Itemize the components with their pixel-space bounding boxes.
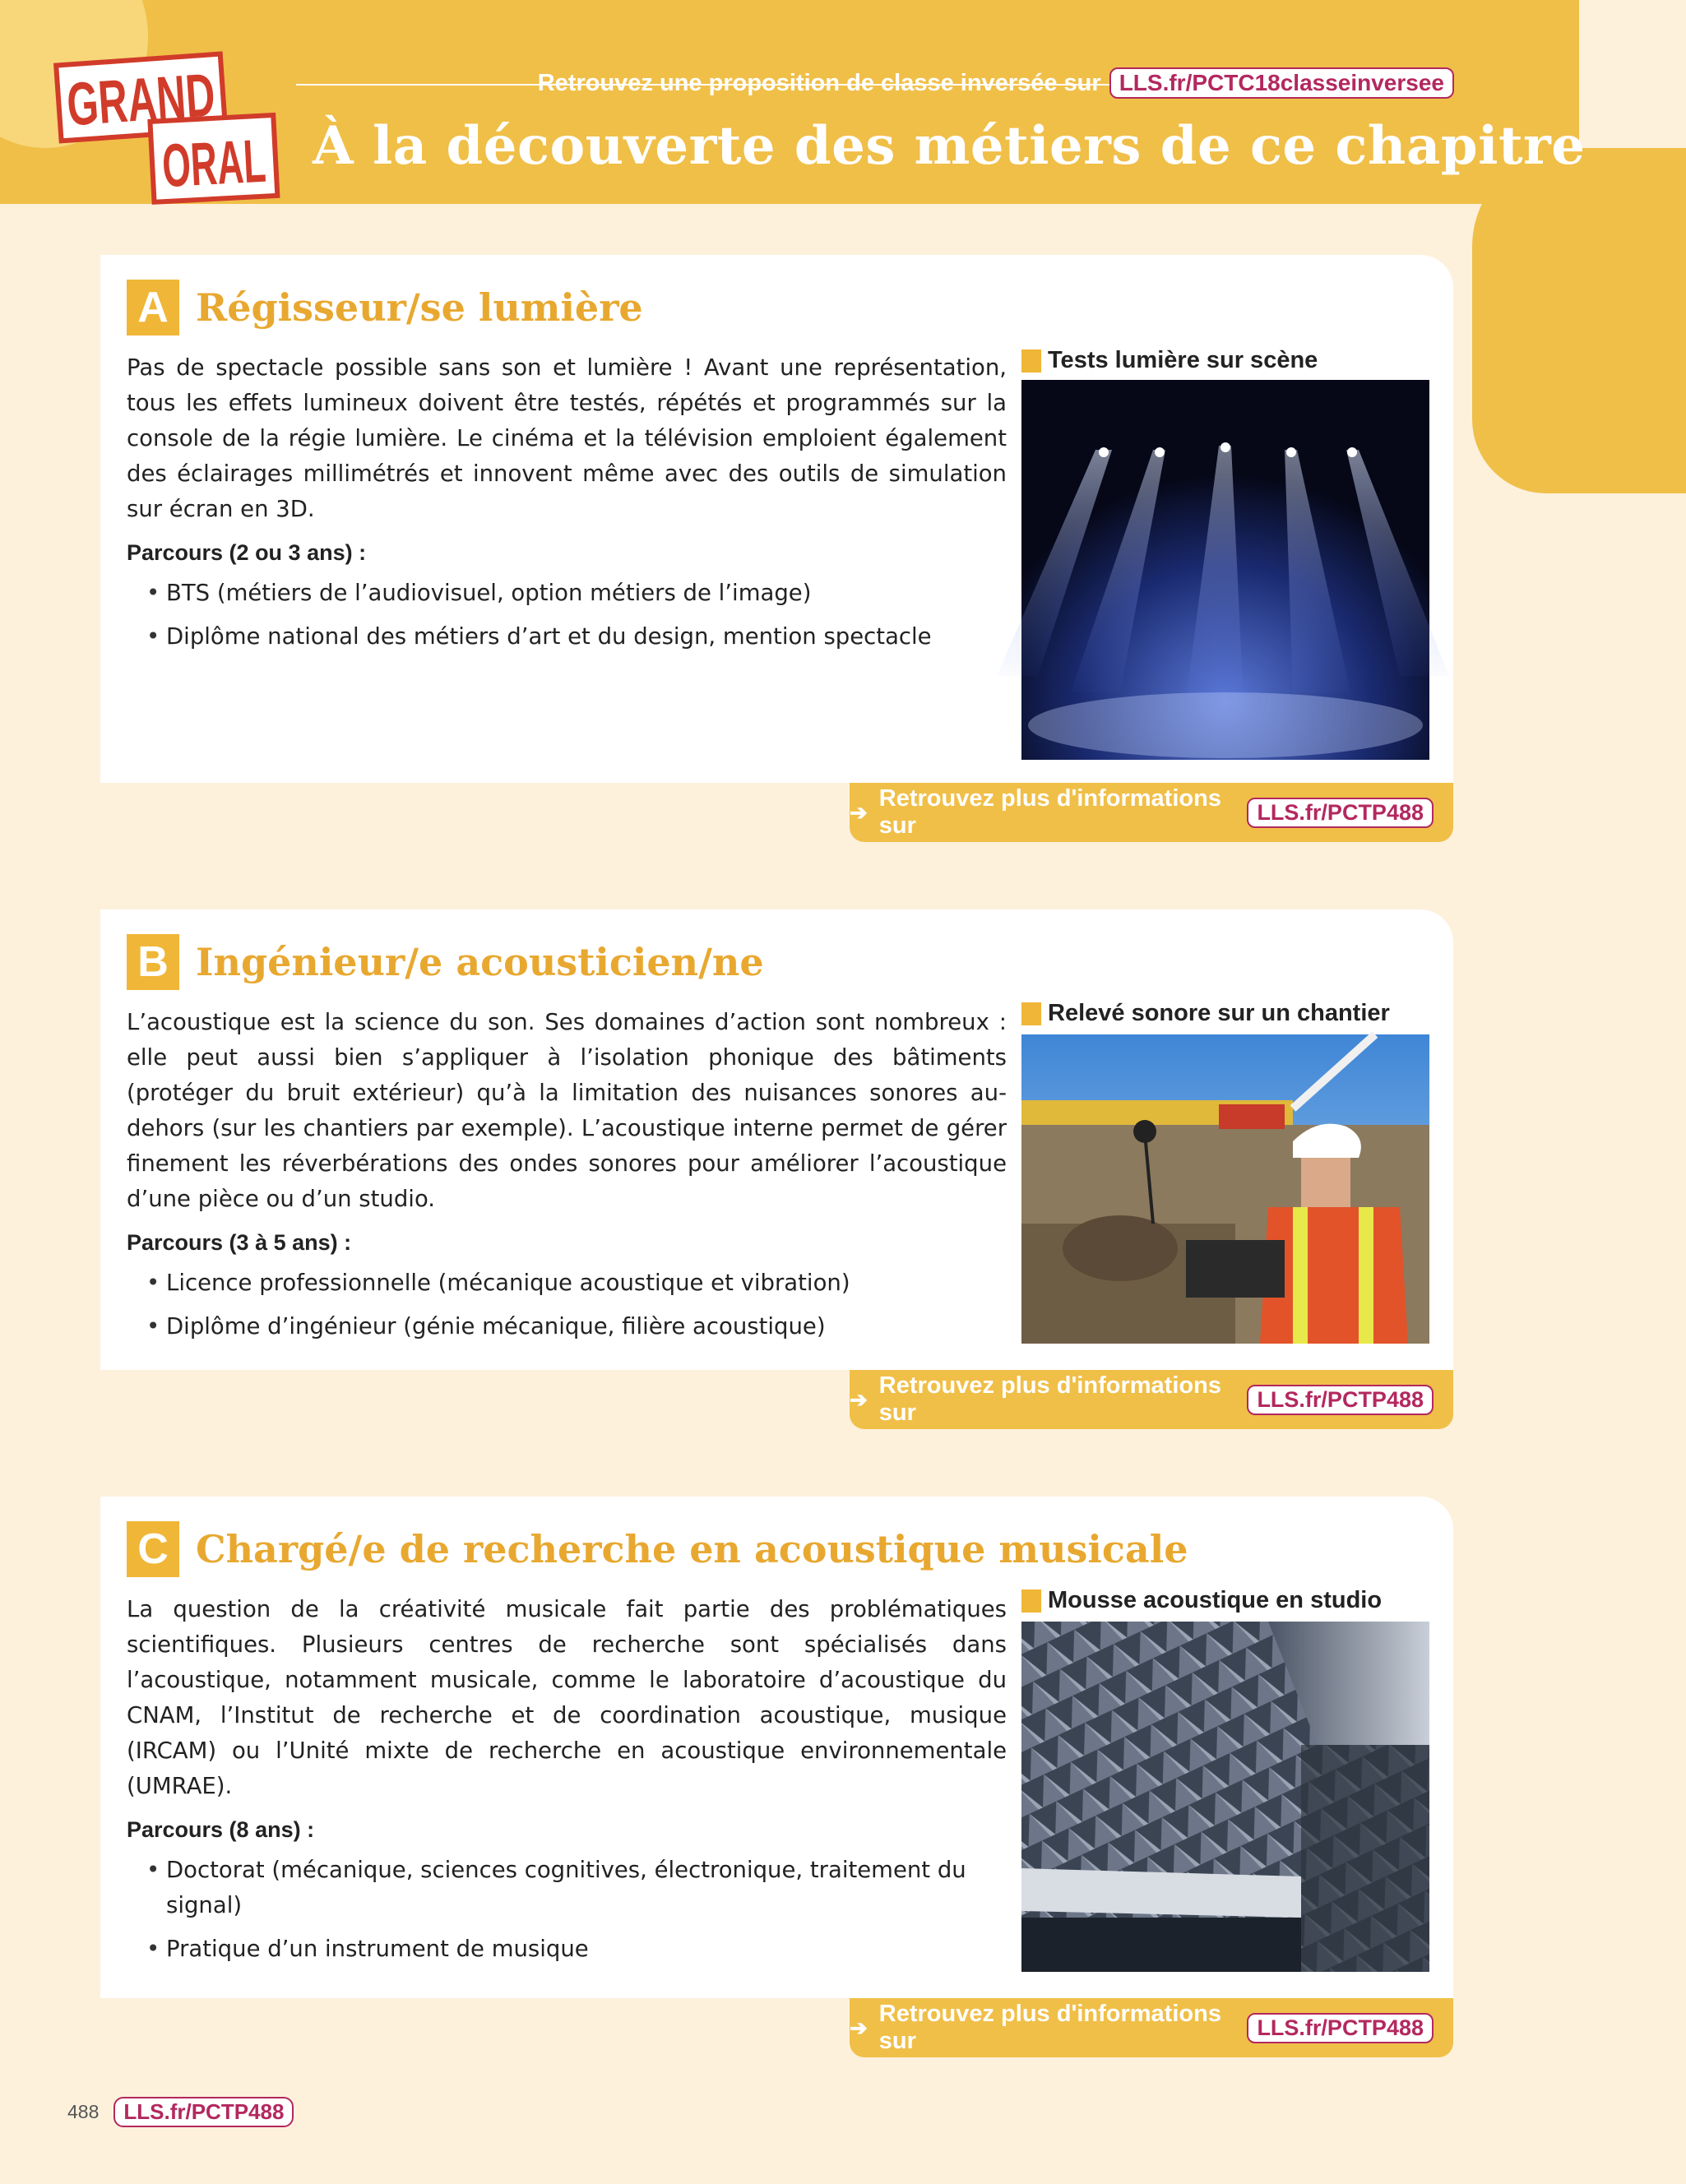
header-note-text: Retrouvez une proposition de classe inversée sur bbox=[537, 69, 1101, 96]
card-body bbox=[127, 350, 1007, 663]
photo-caption-text: Relevé sonore sur un chantier bbox=[1048, 1000, 1390, 1026]
career-card-b bbox=[100, 909, 1453, 1370]
photo-caption bbox=[1021, 347, 1433, 374]
acoustic-foam-illustration bbox=[1021, 1622, 1429, 1972]
card-title: Régisseur/se lumière bbox=[196, 285, 643, 330]
grand-oral-badge-graphic bbox=[56, 53, 336, 207]
caption-marker-icon bbox=[1021, 1589, 1041, 1613]
more-info-link[interactable]: LLS.fr/PCTP488 bbox=[1247, 798, 1434, 828]
header-note-link[interactable]: LLS.fr/PCTC18classeinversee bbox=[1109, 67, 1454, 99]
badge-line-grand: GRAND bbox=[64, 54, 293, 139]
card-body bbox=[127, 1005, 1007, 1353]
photo-caption-text: Tests lumière sur scène bbox=[1048, 347, 1318, 373]
arrow-right-icon: ➔ bbox=[850, 1386, 868, 1412]
arrow-right-icon: ➔ bbox=[850, 799, 868, 825]
more-info-text: Retrouvez plus d'informations sur bbox=[878, 1372, 1221, 1426]
more-info-link[interactable]: LLS.fr/PCTP488 bbox=[1247, 1385, 1434, 1415]
card-letter-badge: C bbox=[127, 1521, 179, 1577]
stage-lights-illustration bbox=[1021, 380, 1429, 760]
more-info-text: Retrouvez plus d'informations sur bbox=[878, 2001, 1221, 2054]
card-description: La question de la créativité musicale fait partie des problématiques scientifiques. Plusieurs centres de recherche sont spécialisés dans l’acoustique, notamment musicale, comme le laboratoire d’acoustique du CNAM, l’Institut de recherche et de coordination acoustique, musique (IRCAM) ou l’Unité mixte de recherche en acoustique environnementale (UMRAE). bbox=[127, 1596, 1007, 1799]
card-description: L’acoustique est la science du son. Ses domaines d’action sont nombreux : elle peut aussi bien s’appliquer à l’isolation phonique des bâtiments (protéger du bruit extérieur) qu’à la limitation des nuisances sonores au-dehors (sur les chantiers par exemple). L’acoustique interne permet de gérer finement les réverbérations des ondes sonores pour améliorer l’acoustique d’une pièce ou d’un studio. bbox=[127, 1009, 1007, 1212]
decorative-blob bbox=[1472, 148, 1686, 493]
card-parcours-label: Parcours (2 ou 3 ans) : bbox=[127, 540, 367, 565]
card-title: Chargé/e de recherche en acoustique musicale bbox=[196, 1527, 1188, 1571]
card-body bbox=[127, 1592, 1007, 1975]
construction-site-illustration bbox=[1021, 1034, 1429, 1344]
list-item: • Pratique d’un instrument de musique bbox=[166, 1932, 1007, 1967]
more-info-bar-a bbox=[850, 783, 1453, 842]
arrow-right-icon: ➔ bbox=[850, 2015, 868, 2040]
stage-lights-photo bbox=[1021, 380, 1429, 760]
acoustic-foam-photo bbox=[1021, 1622, 1429, 1972]
footer-link[interactable]: LLS.fr/PCTP488 bbox=[113, 2097, 294, 2127]
grand-oral-logo bbox=[56, 53, 336, 207]
more-info-text: Retrouvez plus d'informations sur bbox=[878, 785, 1221, 839]
card-parcours-list bbox=[127, 1266, 1007, 1344]
more-info-link[interactable]: LLS.fr/PCTP488 bbox=[1247, 2013, 1434, 2043]
card-parcours-list bbox=[127, 1853, 1007, 1967]
card-letter-badge: B bbox=[127, 934, 179, 990]
list-item: • Licence professionnelle (mécanique acoustique et vibration) bbox=[166, 1266, 1007, 1301]
list-item: • Doctorat (mécanique, sciences cognitives, électronique, traitement du signal) bbox=[166, 1853, 1007, 1923]
card-parcours-label: Parcours (3 à 5 ans) : bbox=[127, 1230, 352, 1255]
career-card-a bbox=[100, 255, 1453, 783]
card-parcours-label: Parcours (8 ans) : bbox=[127, 1817, 315, 1842]
page-number: 488 bbox=[67, 2101, 100, 2122]
construction-site-photo bbox=[1021, 1034, 1429, 1344]
more-info-bar-c bbox=[850, 1998, 1453, 2057]
badge-line-oral: ORAL bbox=[160, 123, 336, 201]
caption-marker-icon bbox=[1021, 349, 1041, 372]
more-info-bar-b bbox=[850, 1370, 1453, 1429]
card-description: Pas de spectacle possible sans son et lumière ! Avant une représentation, tous les effets lumineux doivent être testés, répétés et programmés sur la console de la régie lumière. Le cinéma et la télévision emploient également des éclairages millimétrés et innovent même avec des outils de simulation sur écran en 3D. bbox=[127, 354, 1007, 522]
card-title: Ingénieur/e acousticien/ne bbox=[196, 940, 764, 984]
photo-caption-text: Mousse acoustique en studio bbox=[1048, 1587, 1383, 1613]
card-parcours-list bbox=[127, 576, 1007, 655]
card-letter-badge: A bbox=[127, 280, 179, 335]
list-item: • BTS (métiers de l’audiovisuel, option métiers de l’image) bbox=[166, 576, 1007, 611]
career-card-c bbox=[100, 1497, 1453, 1998]
photo-caption bbox=[1021, 1000, 1433, 1027]
photo-caption bbox=[1021, 1587, 1433, 1614]
list-item: • Diplôme national des métiers d’art et du design, mention spectacle bbox=[166, 619, 1007, 655]
page-footer bbox=[67, 2097, 294, 2127]
header-note bbox=[538, 66, 1454, 100]
caption-marker-icon bbox=[1021, 1002, 1041, 1025]
list-item: • Diplôme d’ingénieur (génie mécanique, filière acoustique) bbox=[166, 1309, 1007, 1344]
page-title: À la découverte des métiers de ce chapitre bbox=[313, 115, 1586, 177]
